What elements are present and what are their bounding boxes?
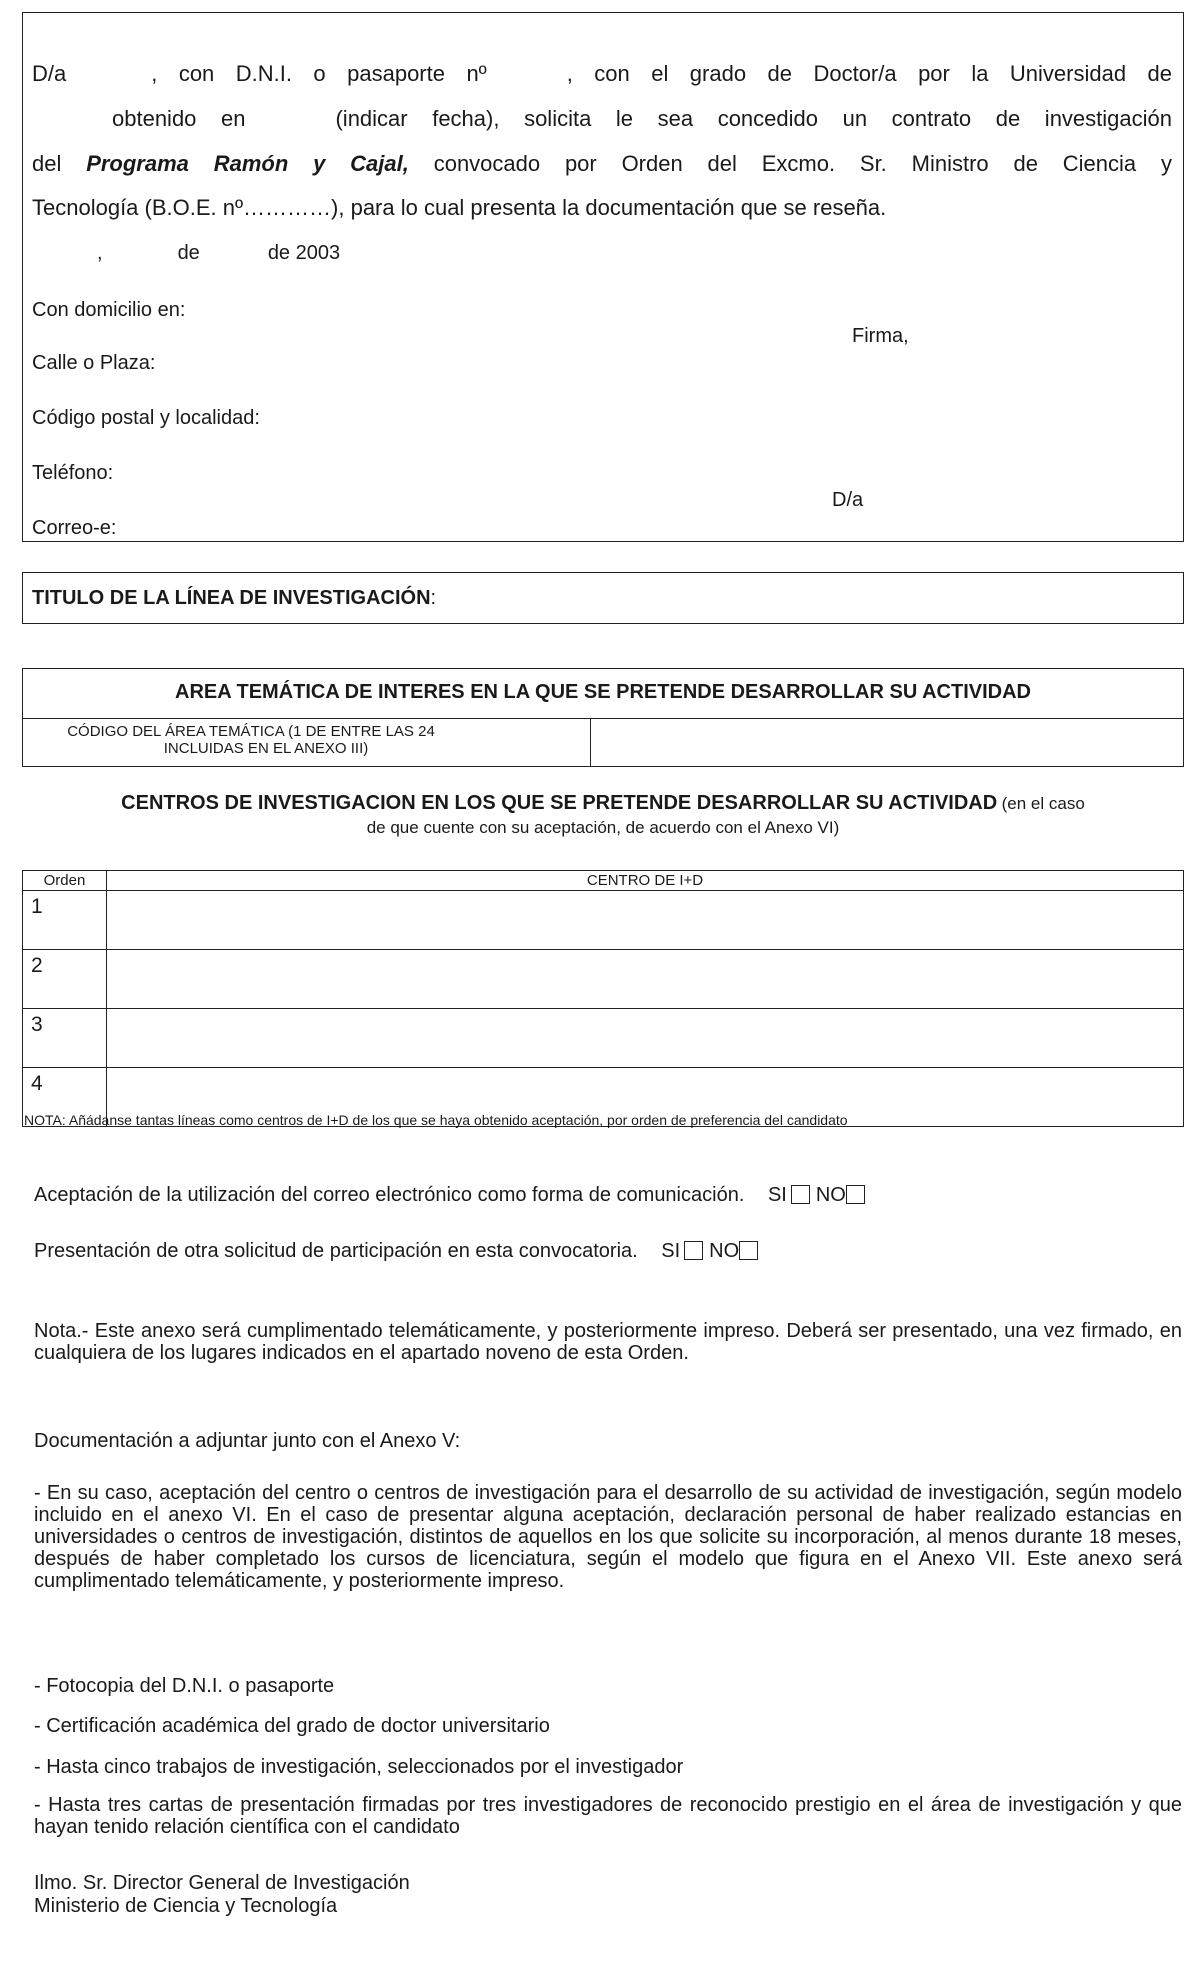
centros-header-row: [23, 871, 1184, 891]
fecha-comma: ,: [97, 242, 103, 264]
centro-cell[interactable]: [107, 950, 1184, 1009]
destinatario-ministerio: Ministerio de Ciencia y Tecnología: [34, 1895, 338, 1917]
solicitud-line-1: [32, 60, 1172, 88]
codigo-area-value-field[interactable]: [592, 720, 1182, 765]
pregunta-correo-text: Aceptación de la utilización del correo electrónico como forma de comunicación.: [34, 1184, 745, 1206]
fecha-line: [32, 240, 340, 266]
indicar-fecha-text: (indicar fecha), solicita le sea concedido un contrato de investigación: [335, 106, 1172, 131]
dni-label: , con D.N.I. o pasaporte nº: [151, 61, 487, 86]
solicitud-line-4: Tecnología (B.O.E. nº…………), para lo cual presenta la documentación que se reseña.: [32, 195, 887, 220]
area-tematica-header: AREA TEMÁTICA DE INTERES EN LA QUE SE PRETENDE DESARROLLAR SU ACTIVIDAD: [175, 681, 1031, 703]
si-checkbox[interactable]: [791, 1185, 810, 1204]
orden-cell: 2: [23, 950, 107, 1009]
no-checkbox[interactable]: [739, 1241, 758, 1260]
fecha-de: de: [177, 242, 200, 264]
centro-cell[interactable]: [107, 891, 1184, 950]
fecha-anio: de 2003: [267, 242, 341, 264]
codigo-area-line1: CÓDIGO DEL ÁREA TEMÁTICA (1 DE ENTRE LAS 24: [67, 723, 435, 740]
col-orden-header: Orden: [23, 871, 107, 891]
centros-title-rest: (en el caso: [1001, 794, 1085, 813]
centro-cell[interactable]: [107, 1009, 1184, 1068]
titulo-linea-label: [32, 585, 436, 611]
telefono-label: Teléfono:: [32, 462, 114, 484]
si-label: SI: [661, 1240, 681, 1262]
area-divider: [22, 718, 1184, 719]
domicilio-label: Con domicilio en:: [32, 299, 186, 321]
titulo-linea-text: TITULO DE LA LÍNEA DE INVESTIGACIÓN: [32, 587, 431, 609]
no-checkbox[interactable]: [846, 1185, 865, 1204]
codigo-postal-label: Código postal y localidad:: [32, 407, 260, 429]
orden-cell: 4: [23, 1068, 107, 1127]
grado-label: , con el grado de Doctor/a por la Universidad de: [566, 61, 1172, 86]
si-checkbox[interactable]: [684, 1241, 703, 1260]
firma-nombre-label: D/a: [832, 489, 864, 511]
table-row: [23, 950, 1184, 1009]
nota-anexo: Nota.- Este anexo será cumplimentado telemáticamente, y posteriormente impreso. Deberá ser presentado, una vez firmado, en cualquiera de los lugares indicados en el apartado noveno de esta Orden.: [34, 1320, 1182, 1364]
codigo-area-label: [22, 723, 590, 757]
no-label: NO: [815, 1184, 846, 1206]
col-centro-header: CENTRO DE I+D: [107, 871, 1184, 891]
centros-title: [22, 790, 1184, 839]
firma-label: Firma,: [852, 325, 909, 347]
orden-cell: 3: [23, 1009, 107, 1068]
convocado-text: convocado por Orden del Excmo. Sr. Ministro de Ciencia y: [433, 151, 1172, 176]
table-row: [23, 1009, 1184, 1068]
solicitud-box: [22, 12, 1184, 542]
pregunta-otra-solicitud: [34, 1238, 764, 1264]
si-label: SI: [767, 1184, 787, 1206]
correo-label: Correo-e:: [32, 517, 117, 539]
doc-item-fotocopia: - Fotocopia del D.N.I. o pasaporte: [34, 1675, 335, 1697]
calle-label: Calle o Plaza:: [32, 352, 156, 374]
centros-table: [22, 870, 1184, 1127]
centros-title-bold: CENTROS DE INVESTIGACION EN LOS QUE SE PRETENDE DESARROLLAR SU ACTIVIDAD: [121, 792, 998, 814]
pregunta-correo: [34, 1182, 871, 1208]
destinatario-director: Ilmo. Sr. Director General de Investigación: [34, 1872, 410, 1894]
solicitud-line-2: [112, 105, 1172, 133]
doc-item-aceptacion: - En su caso, aceptación del centro o centros de investigación para el desarrollo de su actividad de investigación, según modelo incluido en el anexo VI. En el caso de presentar alguna aceptación, declaración personal de haber realizado estancias en universidades o centros de investigación, distintos de aquellos en los que solicite su incorporación, al menos durante 18 meses, después de haber completado los cursos de licenciatura, según el modelo que figura en el Anexo VII. Este anexo será cumplimentado telemáticamente, y posteriormente impreso.: [34, 1482, 1182, 1592]
area-col-divider: [590, 718, 591, 767]
doc-item-cartas: - Hasta tres cartas de presentación firmadas por tres investigadores de reconocido prestigio en el área de investigación y que hayan tenido relación científica con el candidato: [34, 1794, 1182, 1838]
table-row: [23, 891, 1184, 950]
solicitud-line-3: [32, 150, 1172, 178]
doc-item-certificacion: - Certificación académica del grado de doctor universitario: [34, 1715, 550, 1737]
obtenido-label: obtenido en: [112, 106, 246, 131]
doc-item-trabajos: - Hasta cinco trabajos de investigación, seleccionados por el investigador: [34, 1756, 684, 1778]
centros-title-line2: de que cuente con su aceptación, de acuerdo con el Anexo VI): [366, 818, 840, 837]
titulo-linea-colon: :: [430, 587, 437, 609]
pregunta-otra-text: Presentación de otra solicitud de participación en esta convocatoria.: [34, 1240, 638, 1262]
da-label: D/a: [32, 61, 67, 86]
orden-cell: 1: [23, 891, 107, 950]
codigo-area-line2: INCLUIDAS EN EL ANEXO III): [163, 740, 369, 757]
programa-ramon-y-cajal: Programa Ramón y Cajal,: [86, 151, 409, 176]
documentacion-header: Documentación a adjuntar junto con el Anexo V:: [34, 1430, 461, 1452]
del-text: del: [32, 151, 62, 176]
centros-nota: NOTA: Añádanse tantas líneas como centros de I+D de los que se haya obtenido aceptación, por orden de preferencia del candidato: [24, 1112, 848, 1128]
no-label: NO: [709, 1240, 740, 1262]
